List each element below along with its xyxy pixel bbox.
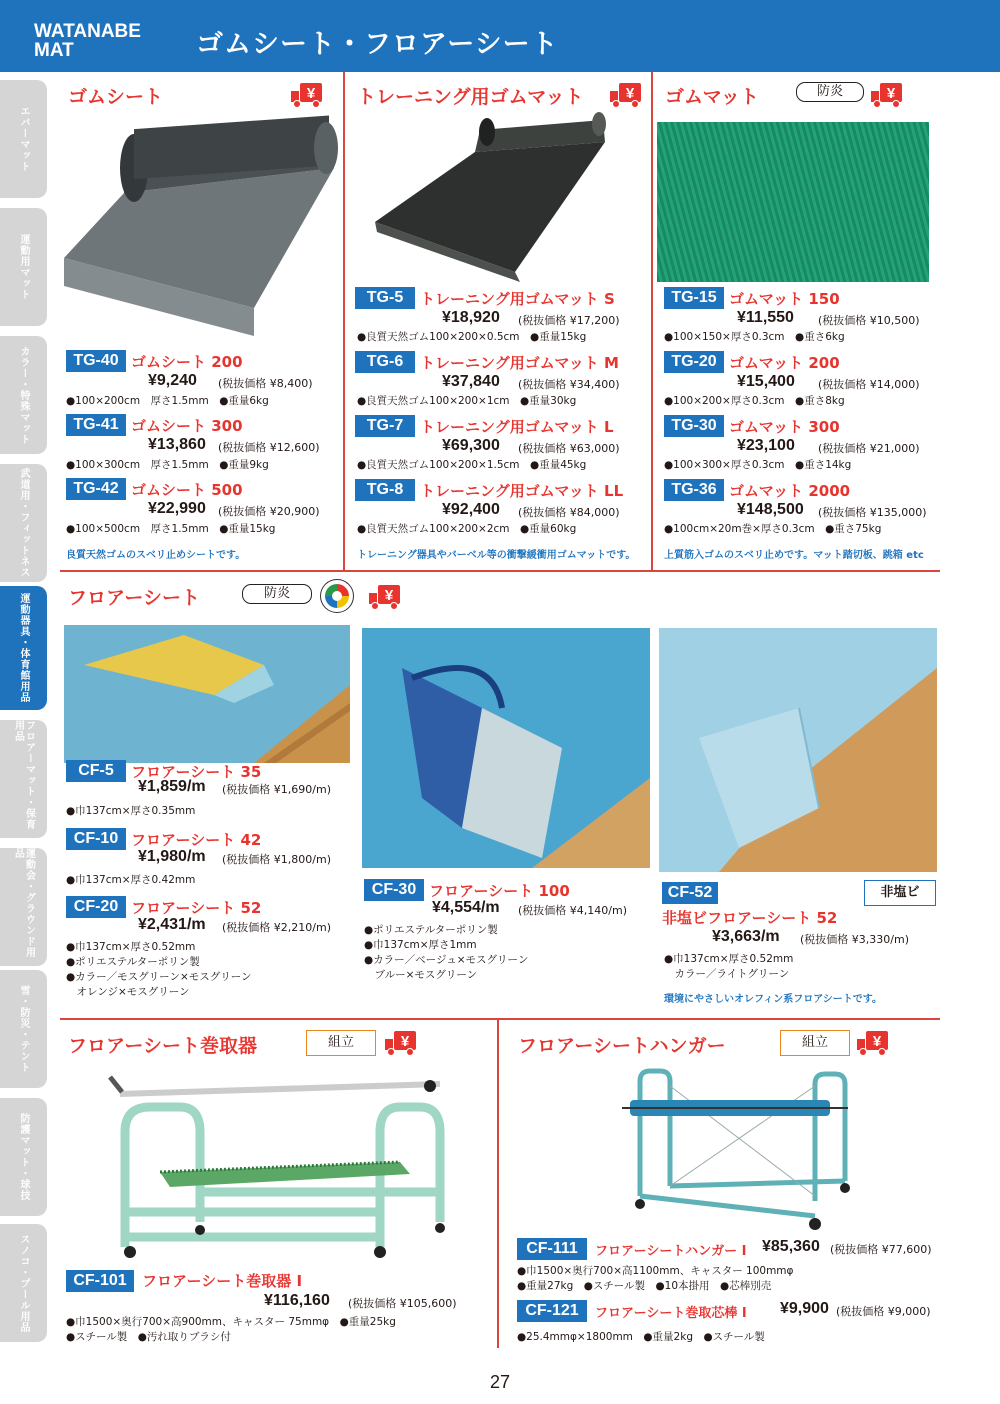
training-mat-note: トレーニング器具やバーベル等の衝撃緩衝用ゴムマットです。 — [357, 550, 636, 561]
product-spec: ●良質天然ゴム100×200×1cm ●重量30kg — [357, 395, 577, 407]
product-code: CF-52 — [662, 882, 718, 904]
product-spec: ●巾137cm×厚さ0.42mm — [66, 874, 196, 886]
product-name: フロアーシート 35 — [131, 763, 262, 781]
product-name: ゴムマット 150 — [729, 290, 840, 308]
product-price: ¥92,400 — [442, 501, 500, 518]
section-title-training-mat: トレーニング用ゴムマット — [357, 86, 584, 108]
brand-logo: WATANABE MAT — [34, 21, 141, 61]
product-code: TG-8 — [355, 479, 415, 501]
product-price: ¥37,840 — [442, 373, 500, 390]
divider — [497, 1018, 499, 1348]
product-price: ¥2,431/m — [138, 916, 206, 933]
sidebar-tab[interactable]: 運動用マット — [0, 208, 47, 326]
product-name: ゴムシート 200 — [131, 353, 243, 371]
delivery-yen-icon — [368, 584, 402, 610]
product-name: フロアーシートハンガー I — [595, 1244, 747, 1259]
product-tax-price: (税抜価格 ¥20,900) — [218, 505, 320, 518]
product-price: ¥1,980/m — [138, 848, 206, 865]
section-title-gomu-mat: ゴムマット — [665, 86, 759, 108]
product-name: トレーニング用ゴムマット LL — [420, 482, 624, 500]
floor-sheet-52-image — [659, 628, 937, 872]
product-code: CF-20 — [66, 896, 126, 918]
product-spec: ●100×300×厚さ0.3cm ●重さ14kg — [664, 459, 852, 471]
product-tax-price: (税抜価格 ¥4,140/m) — [518, 904, 627, 917]
product-tax-price: (税抜価格 ¥21,000) — [818, 442, 920, 455]
product-spec: ●重量27kg ●スチール製 ●10本掛用 ●芯棒別売 — [517, 1280, 772, 1292]
sidebar-tab[interactable]: 運動会・グラウンド用品 — [0, 848, 47, 966]
fireproof-badge: 防炎 — [242, 584, 312, 604]
product-tax-price: (税抜価格 ¥8,400) — [218, 377, 313, 390]
product-spec: ●カラー／ベージュ×モスグリーン — [364, 954, 529, 966]
product-spec: ●巾137cm×厚さ0.52mm — [66, 941, 196, 953]
product-name: ゴムマット 2000 — [729, 482, 851, 500]
product-spec: ●100cm×20m巻×厚さ0.3cm ●重さ75kg — [664, 523, 882, 535]
sidebar-tab[interactable]: フロアーマット・保育用品 — [0, 720, 47, 838]
product-code: CF-121 — [517, 1300, 587, 1322]
product-spec: ●良質天然ゴム100×200×0.5cm ●重量15kg — [357, 331, 587, 343]
product-price: ¥22,990 — [148, 500, 206, 517]
product-spec: ●巾137cm×厚さ0.52mm — [664, 953, 794, 965]
product-spec: ●25.4mmφ×1800mm ●重量2kg ●スチール製 — [517, 1331, 765, 1343]
product-tax-price: (税抜価格 ¥105,600) — [348, 1297, 457, 1310]
page-title: ゴムシート・フロアーシート — [196, 29, 559, 60]
product-spec: ●100×500cm 厚さ1.5mm ●重量15kg — [66, 523, 276, 535]
product-code: TG-42 — [66, 478, 126, 500]
rubber-sheet-image — [64, 108, 340, 338]
product-name: フロアーシート 42 — [131, 831, 262, 849]
divider — [60, 1018, 940, 1020]
sidebar-tab[interactable]: 防護マット・球技 — [0, 1098, 47, 1216]
product-code: TG-15 — [664, 287, 724, 309]
divider — [60, 570, 940, 572]
sidebar-tab[interactable]: カラー・特殊マット — [0, 336, 47, 454]
product-name: フロアーシート巻取芯棒 I — [595, 1306, 747, 1321]
product-spec: ●巾1500×奥行700×高1100mm、キャスター 100mmφ — [517, 1265, 794, 1277]
product-name: ゴムシート 500 — [131, 481, 243, 499]
training-mat-image — [355, 112, 645, 282]
product-code: TG-40 — [66, 350, 126, 372]
sheet-winder-image — [100, 1062, 450, 1262]
product-code: CF-10 — [66, 828, 126, 850]
divider — [343, 72, 345, 572]
product-spec: ブルー×モスグリーン — [364, 969, 478, 981]
page-number: 27 — [489, 1372, 511, 1392]
product-tax-price: (税抜価格 ¥34,400) — [518, 378, 620, 391]
product-name: ゴムシート 300 — [131, 417, 243, 435]
product-price: ¥11,550 — [737, 309, 794, 326]
assembly-badge: 組立 — [306, 1030, 376, 1056]
sidebar-tab[interactable]: 武道用・フィットネス — [0, 464, 47, 582]
product-spec: ●100×200×厚さ0.3cm ●重さ8kg — [664, 395, 845, 407]
product-tax-price: (税抜価格 ¥2,210/m) — [222, 921, 331, 934]
product-tax-price: (税抜価格 ¥9,000) — [836, 1305, 931, 1318]
assembly-badge: 組立 — [780, 1030, 850, 1056]
section-title-gomu-sheet: ゴムシート — [68, 86, 164, 108]
product-spec: ●巾1500×奥行700×高900mm、キャスター 75mmφ ●重量25kg — [66, 1316, 396, 1328]
product-tax-price: (税抜価格 ¥63,000) — [518, 442, 620, 455]
sidebar-tab[interactable]: スノコ・プール用品 — [0, 1224, 47, 1342]
product-code: TG-20 — [664, 351, 724, 373]
delivery-yen-icon — [290, 82, 324, 108]
product-tax-price: (税抜価格 ¥1,690/m) — [222, 783, 331, 796]
sidebar-tab[interactable]: 雪・防災・テント — [0, 970, 47, 1088]
sidebar-tab[interactable]: エバーマット — [0, 80, 47, 198]
product-price: ¥23,100 — [737, 437, 795, 454]
gomu-mat-note: 上質筋入ゴムのスベリ止めです。マット踏切板、跳箱 etc — [664, 550, 924, 561]
fireproof-badge: 防炎 — [796, 82, 864, 102]
product-spec: ●100×150×厚さ0.3cm ●重さ6kg — [664, 331, 845, 343]
product-spec: ●巾137cm×厚さ1mm — [364, 939, 477, 951]
floor-sheet-100-image — [362, 628, 650, 868]
product-tax-price: (税抜価格 ¥3,330/m) — [800, 933, 909, 946]
delivery-yen-icon — [870, 82, 904, 108]
product-price: ¥9,240 — [148, 372, 197, 389]
product-name: 非塩ビフロアーシート 52 — [662, 909, 838, 927]
product-price: ¥1,859/m — [138, 778, 206, 795]
product-code: TG-30 — [664, 415, 724, 437]
divider — [651, 72, 653, 572]
product-tax-price: (税抜価格 ¥12,600) — [218, 441, 320, 454]
product-spec: ●100×200cm 厚さ1.5mm ●重量6kg — [66, 395, 269, 407]
product-code: TG-36 — [664, 479, 724, 501]
product-spec: オレンジ×モスグリーン — [66, 986, 190, 998]
product-name: トレーニング用ゴムマット L — [420, 418, 614, 436]
sidebar-tab[interactable]: 運動器具・体育館用品 — [0, 586, 47, 710]
product-price: ¥9,900 — [780, 1300, 829, 1317]
product-spec: ●100×300cm 厚さ1.5mm ●重量9kg — [66, 459, 269, 471]
product-spec: ●スチール製 ●汚れ取りブラシ付 — [66, 1331, 231, 1343]
product-price: ¥69,300 — [442, 437, 500, 454]
product-code: TG-41 — [66, 414, 126, 436]
product-price: ¥13,860 — [148, 436, 206, 453]
product-spec: ●良質天然ゴム100×200×1.5cm ●重量45kg — [357, 459, 587, 471]
rubber-mat-image — [657, 122, 929, 282]
product-name: フロアーシート巻取器 I — [142, 1272, 303, 1290]
product-price: ¥4,554/m — [432, 899, 500, 916]
color-sample-icon — [320, 579, 354, 613]
product-code: CF-101 — [66, 1270, 134, 1292]
product-tax-price: (税抜価格 ¥1,800/m) — [222, 853, 331, 866]
product-code: TG-7 — [355, 415, 415, 437]
product-price: ¥85,360 — [762, 1238, 820, 1255]
product-tax-price: (税抜価格 ¥77,600) — [830, 1243, 932, 1256]
product-tax-price: (税抜価格 ¥10,500) — [818, 314, 920, 327]
product-name: トレーニング用ゴムマット S — [420, 290, 615, 308]
product-tax-price: (税抜価格 ¥17,200) — [518, 314, 620, 327]
product-code: CF-5 — [66, 760, 126, 782]
product-name: フロアーシート 100 — [429, 882, 570, 900]
product-name: トレーニング用ゴムマット M — [420, 354, 619, 372]
product-spec: ●ポリエステルターポリン製 — [66, 956, 200, 968]
section-title-floor-sheet: フロアーシート — [68, 587, 201, 609]
product-spec: ●巾137cm×厚さ0.35mm — [66, 805, 196, 817]
section-title-hanger: フロアーシートハンガー — [518, 1035, 726, 1057]
product-tax-price: (税抜価格 ¥135,000) — [818, 506, 927, 519]
product-tax-price: (税抜価格 ¥84,000) — [518, 506, 620, 519]
product-name: ゴムマット 300 — [729, 418, 840, 436]
sheet-hanger-image — [620, 1066, 850, 1236]
product-spec: ●カラー／モスグリーン×モスグリーン — [66, 971, 252, 983]
product-spec: ●ポリエステルターポリン製 — [364, 924, 498, 936]
gomu-sheet-note: 良質天然ゴムのスベリ止めシートです。 — [66, 550, 246, 561]
product-price: ¥18,920 — [442, 309, 500, 326]
non-pvc-badge: 非塩ビ — [864, 880, 936, 906]
product-spec: ●良質天然ゴム100×200×2cm ●重量60kg — [357, 523, 577, 535]
product-code: TG-5 — [355, 287, 415, 309]
delivery-yen-icon — [856, 1030, 890, 1056]
product-code: CF-111 — [517, 1238, 587, 1260]
product-code: TG-6 — [355, 351, 415, 373]
product-name: フロアーシート 52 — [131, 899, 262, 917]
product-price: ¥3,663/m — [712, 928, 780, 945]
delivery-yen-icon — [384, 1030, 418, 1056]
delivery-yen-icon — [609, 82, 643, 108]
section-title-winder: フロアーシート巻取器 — [68, 1035, 258, 1057]
product-price: ¥15,400 — [737, 373, 795, 390]
floor-sheet-note: 環境にやさしいオレフィン系フロアシートです。 — [664, 994, 882, 1005]
product-tax-price: (税抜価格 ¥14,000) — [818, 378, 920, 391]
product-spec: カラー／ライトグリーン — [664, 968, 790, 980]
product-name: ゴムマット 200 — [729, 354, 840, 372]
floor-sheet-35-image — [64, 625, 350, 763]
product-code: CF-30 — [364, 879, 424, 901]
product-price: ¥116,160 — [264, 1292, 330, 1309]
product-price: ¥148,500 — [737, 501, 804, 518]
